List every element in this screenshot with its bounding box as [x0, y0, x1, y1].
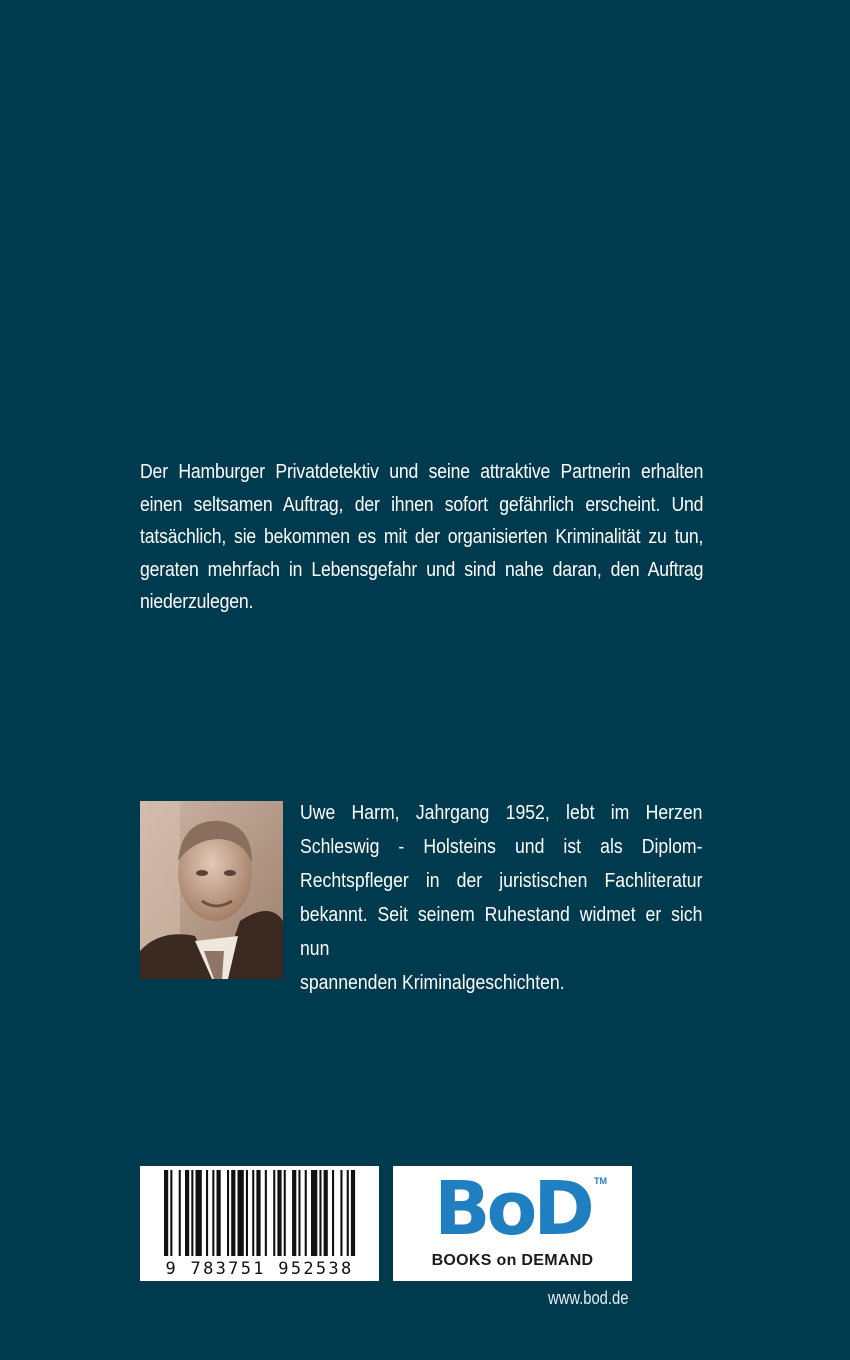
barcode-bar: [311, 1170, 317, 1256]
barcode-bar: [246, 1170, 248, 1256]
barcode-bar: [265, 1170, 267, 1256]
barcode-bar: [212, 1170, 214, 1256]
barcode-bar: [340, 1170, 342, 1256]
barcode-bar: [206, 1170, 208, 1256]
publisher-tagline: BOOKS on DEMAND: [431, 1252, 594, 1269]
barcode-bar: [298, 1170, 300, 1256]
author-bio-line: Rechtspfleger in der juristischen Fachliteratur: [300, 869, 703, 892]
barcode-bar: [256, 1170, 260, 1256]
isbn-digits: 9 783751 952538: [165, 1259, 354, 1279]
author-bio-line: spannenden Kriminalgeschichten.: [300, 971, 565, 994]
barcode-bar: [292, 1170, 296, 1256]
publisher-logo: BoD: [434, 1166, 591, 1252]
publisher-website: www.bod.de: [548, 1288, 629, 1308]
barcode-bar: [191, 1170, 193, 1256]
barcode-bar: [347, 1170, 349, 1256]
barcode-bar: [217, 1170, 221, 1256]
barcode-bar: [351, 1170, 355, 1256]
barcode-bar: [273, 1170, 275, 1256]
barcode-bar: [164, 1170, 168, 1256]
author-bio: [300, 796, 702, 1000]
author-bio-line: Schleswig - Holsteins und ist als Diplom-: [300, 835, 703, 858]
barcode-bar: [324, 1170, 328, 1256]
barcode-bar: [252, 1170, 254, 1256]
barcode-bar: [185, 1170, 189, 1256]
barcode-bar: [196, 1170, 202, 1256]
isbn-barcode: [140, 1166, 379, 1281]
barcode-bar: [319, 1170, 321, 1256]
barcode-bar: [231, 1170, 235, 1256]
barcode-bar: [277, 1170, 281, 1256]
barcode-bar: [305, 1170, 307, 1256]
author-bio-line: Uwe Harm, Jahrgang 1952, lebt im Herzen: [300, 801, 703, 824]
barcode-bar: [179, 1170, 181, 1256]
barcode-bar: [284, 1170, 286, 1256]
author-bio-line: bekannt. Seit seinem Ruhestand widmet er sich nun: [300, 903, 703, 960]
back-cover-blurb: Der Hamburger Privatdetektiv und seine attraktive Partnerin erhalten einen seltsamen Auftrag, der ihnen sofort gefährlich erscheint. Und tatsächlich, sie bekommen es mit der organisierten Kriminalität zu tun, geraten mehrfach in Lebensgefahr und sind nahe daran, den Auftrag niederzulegen.: [140, 460, 704, 613]
publisher-logo-box: [393, 1166, 632, 1281]
barcode-bar: [238, 1170, 244, 1256]
trademark-mark: TM: [594, 1176, 607, 1186]
barcode-bar: [170, 1170, 172, 1256]
author-photo: [140, 801, 283, 979]
barcode-bar: [227, 1170, 229, 1256]
barcode-bar: [332, 1170, 334, 1256]
